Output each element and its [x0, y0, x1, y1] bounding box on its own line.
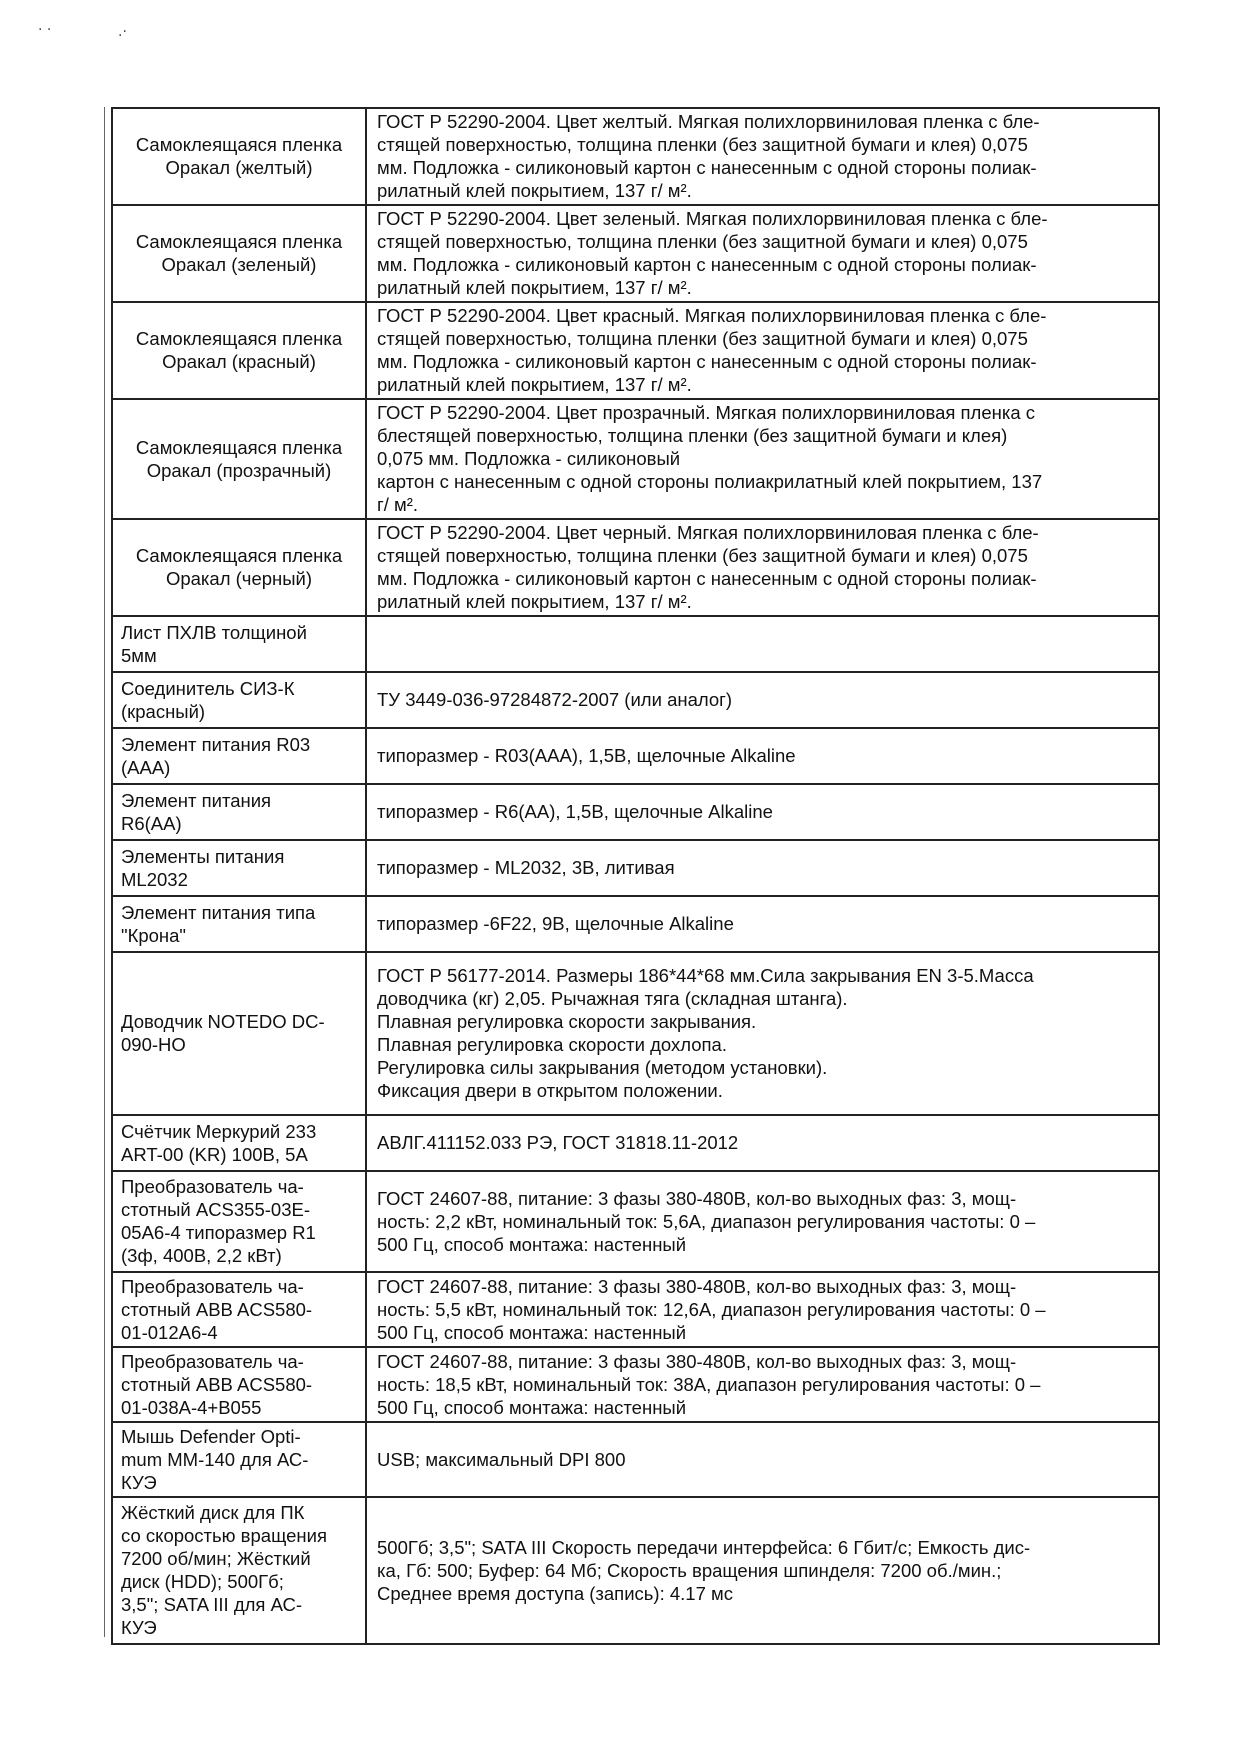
item-description-cell: ГОСТ Р 52290-2004. Цвет черный. Мягкая полихлорвиниловая пленка с бле- стящей поверхностью, толщина пленки (без защитной бумаги и клея) 0,075 мм. Подложка - силиконовый картон с нанесенным с одной стороны полиак- рилатный клей покрытием, 137 г/ м². [366, 519, 1159, 616]
table-row [112, 1272, 1159, 1347]
table-row [112, 302, 1159, 399]
item-description-cell: типоразмер -6F22, 9В, щелочные Alkaline [366, 896, 1159, 952]
item-name-cell: Самоклеящаяся пленка Оракал (желтый) [112, 108, 366, 205]
item-name-cell: Преобразователь ча- стотный ACS355-03E- 05A6-4 типоразмер R1 (3ф, 400В, 2,2 кВт) [112, 1171, 366, 1272]
table-row [112, 616, 1159, 672]
scan-left-rule [104, 107, 105, 1637]
item-description-cell: ГОСТ 24607-88, питание: 3 фазы 380-480В, кол-во выходных фаз: 3, мощ- ность: 5,5 кВт, номинальный ток: 12,6А, диапазон регулирования частоты: 0 – 500 Гц, способ монтажа: настенный [366, 1272, 1159, 1347]
item-name-cell: Самоклеящаяся пленка Оракал (черный) [112, 519, 366, 616]
table-row [112, 952, 1159, 1115]
item-name-cell: Доводчик NOTEDO DC- 090-HO [112, 952, 366, 1115]
item-name-cell: Элемент питания типа "Крона" [112, 896, 366, 952]
item-description-cell: ГОСТ Р 52290-2004. Цвет желтый. Мягкая полихлорвиниловая пленка с бле- стящей поверхностью, толщина пленки (без защитной бумаги и клея) 0,075 мм. Подложка - силиконовый картон с нанесенным с одной стороны полиак- рилатный клей покрытием, 137 г/ м². [366, 108, 1159, 205]
item-description-cell [366, 616, 1159, 672]
table-row [112, 728, 1159, 784]
table-row [112, 1171, 1159, 1272]
item-description-cell: ГОСТ Р 52290-2004. Цвет зеленый. Мягкая полихлорвиниловая пленка с бле- стящей поверхностью, толщина пленки (без защитной бумаги и клея) 0,075 мм. Подложка - силиконовый картон с нанесенным с одной стороны полиак- рилатный клей покрытием, 137 г/ м². [366, 205, 1159, 302]
table-row [112, 399, 1159, 519]
scan-speck-mark: .· [118, 24, 127, 40]
item-name-cell: Самоклеящаяся пленка Оракал (зеленый) [112, 205, 366, 302]
item-description-cell: USB; максимальный DPI 800 [366, 1422, 1159, 1497]
item-description-cell: ТУ 3449-036-97284872-2007 (или аналог) [366, 672, 1159, 728]
item-description-cell: ГОСТ Р 52290-2004. Цвет красный. Мягкая полихлорвиниловая пленка с бле- стящей поверхностью, толщина пленки (без защитной бумаги и клея) 0,075 мм. Подложка - силиконовый картон с нанесенным с одной стороны полиак- рилатный клей покрытием, 137 г/ м². [366, 302, 1159, 399]
item-name-cell: Преобразователь ча- стотный ABB ACS580- 01-038A-4+B055 [112, 1347, 366, 1422]
table-row [112, 1422, 1159, 1497]
item-name-cell: Самоклеящаяся пленка Оракал (красный) [112, 302, 366, 399]
item-description-cell: типоразмер - ML2032, 3В, литивая [366, 840, 1159, 896]
item-name-cell: Счётчик Меркурий 233 ART-00 (KR) 100В, 5А [112, 1115, 366, 1171]
item-name-cell: Соединитель СИЗ-К (красный) [112, 672, 366, 728]
table-row [112, 1347, 1159, 1422]
table-row [112, 205, 1159, 302]
table-row [112, 840, 1159, 896]
table-row [112, 519, 1159, 616]
item-name-cell: Жёсткий диск для ПК со скоростью вращения 7200 об/мин; Жёсткий диск (HDD); 500Гб; 3,5"; SATA III для АС- КУЭ [112, 1497, 366, 1644]
item-description-cell: ГОСТ 24607-88, питание: 3 фазы 380-480В, кол-во выходных фаз: 3, мощ- ность: 2,2 кВт, номинальный ток: 5,6А, диапазон регулирования частоты: 0 – 500 Гц, способ монтажа: настенный [366, 1171, 1159, 1272]
table-row [112, 896, 1159, 952]
item-description-cell: ГОСТ Р 52290-2004. Цвет прозрачный. Мягкая полихлорвиниловая пленка с блестящей поверхностью, толщина пленки (без защитной бумаги и клея) 0,075 мм. Подложка - силиконовый картон с нанесенным с одной стороны полиакрилатный клей покрытием, 137 г/ м². [366, 399, 1159, 519]
table-row [112, 784, 1159, 840]
specification-table [111, 107, 1160, 1645]
item-description-cell: ГОСТ 24607-88, питание: 3 фазы 380-480В, кол-во выходных фаз: 3, мощ- ность: 18,5 кВт, номинальный ток: 38А, диапазон регулирования частоты: 0 – 500 Гц, способ монтажа: настенный [366, 1347, 1159, 1422]
item-description-cell: АВЛГ.411152.033 РЭ, ГОСТ 31818.11-2012 [366, 1115, 1159, 1171]
item-name-cell: Элемент питания R03 (ААА) [112, 728, 366, 784]
item-name-cell: Лист ПХЛВ толщиной 5мм [112, 616, 366, 672]
table-row [112, 1497, 1159, 1644]
table-row [112, 1115, 1159, 1171]
item-name-cell: Элемент питания R6(АА) [112, 784, 366, 840]
item-description-cell: типоразмер - R6(АА), 1,5В, щелочные Alkaline [366, 784, 1159, 840]
item-description-cell: типоразмер - R03(ААА), 1,5В, щелочные Alkaline [366, 728, 1159, 784]
item-name-cell: Мышь Defender Opti- mum MM-140 для АС- КУЭ [112, 1422, 366, 1497]
item-description-cell: ГОСТ Р 56177-2014. Размеры 186*44*68 мм.Сила закрывания EN 3-5.Масса доводчика (кг) 2,05. Рычажная тяга (складная штанга). Плавная регулировка скорости закрывания. Плавная регулировка скорости дохлопа. Регулировка силы закрывания (методом установки). Фиксация двери в открытом положении. [366, 952, 1159, 1115]
specification-table-body [112, 108, 1159, 1644]
item-description-cell: 500Гб; 3,5"; SATA III Скорость передачи интерфейса: 6 Гбит/с; Емкость дис- ка, Гб: 500; Буфер: 64 Мб; Скорость вращения шпинделя: 7200 об./мин.; Среднее время доступа (запись): 4.17 мс [366, 1497, 1159, 1644]
table-row [112, 672, 1159, 728]
scan-speck-dots: · · [38, 22, 52, 38]
table-row [112, 108, 1159, 205]
item-name-cell: Элементы питания ML2032 [112, 840, 366, 896]
item-name-cell: Преобразователь ча- стотный ABB ACS580- 01-012A6-4 [112, 1272, 366, 1347]
item-name-cell: Самоклеящаяся пленка Оракал (прозрачный) [112, 399, 366, 519]
